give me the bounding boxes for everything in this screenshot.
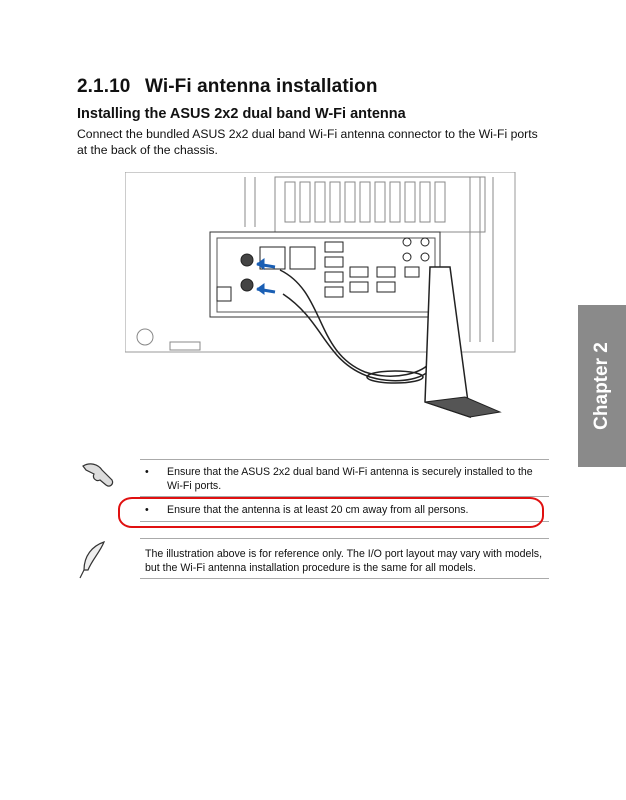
divider [140, 578, 549, 579]
highlight-annotation [118, 497, 544, 528]
chapter-label: Chapter 2 [591, 342, 612, 430]
intro-paragraph: Connect the bundled ASUS 2x2 dual band Wi-Fi antenna connector to the Wi-Fi ports at the back of the chassis. [77, 127, 538, 157]
divider [140, 538, 549, 539]
hand-caution-icon [80, 460, 116, 490]
antenna-installation-illustration [125, 172, 525, 437]
section-number: 2.1.10 [77, 76, 131, 97]
chapter-tab [578, 305, 626, 467]
subheading: Installing the ASUS 2x2 dual band W-Fi antenna [77, 106, 406, 122]
section-heading [77, 76, 378, 98]
note-text: The illustration above is for reference only. The I/O port layout may vary with models, but the Wi-Fi antenna installation procedure is the same for all models. [145, 548, 543, 574]
feather-note-icon [78, 540, 108, 580]
divider [140, 459, 549, 460]
section-title: Wi-Fi antenna installation [145, 76, 378, 97]
